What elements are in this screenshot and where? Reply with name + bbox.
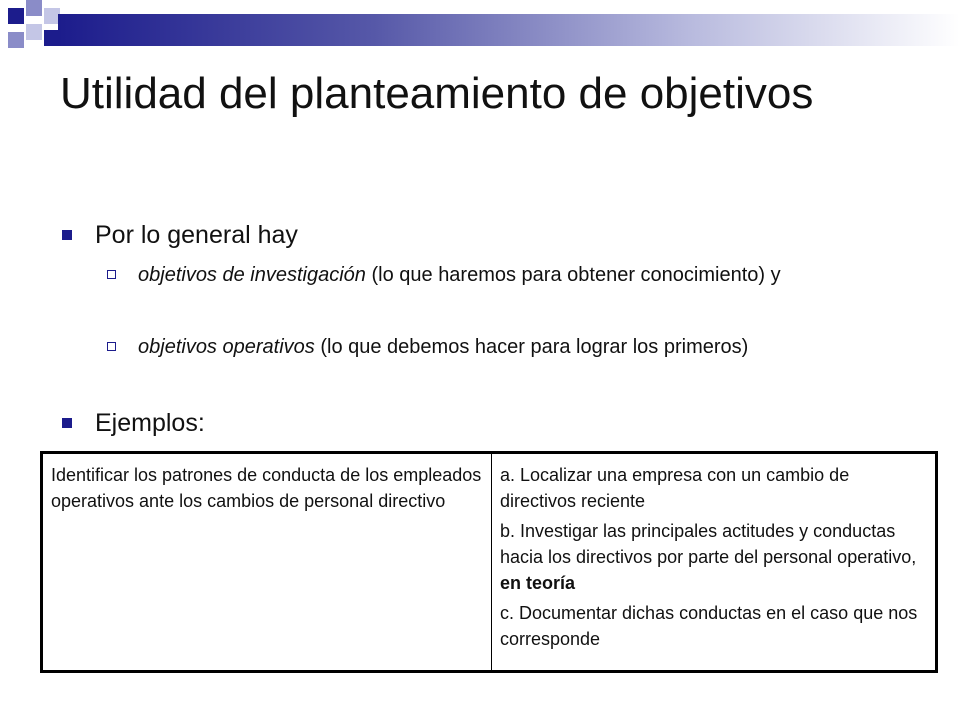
step-c: c. Documentar dichas conductas en el caso que nos corresponde [500, 603, 918, 649]
table-cell-objective: Identificar los patrones de conducta de los empleados operativos ante los cambios de personal directivo [43, 454, 492, 670]
hollow-square-bullet-icon [107, 342, 116, 351]
hollow-square-bullet-icon [107, 270, 116, 279]
sub-bullet-text: (lo que haremos para obtener conocimiento) y [365, 264, 781, 286]
step-a: a. Localizar una empresa con un cambio de directivos reciente [500, 465, 850, 511]
sub-bullet-italic: objetivos operativos [138, 336, 315, 358]
decor-square [26, 0, 42, 16]
sub-bullet-italic: objetivos de investigación [138, 264, 366, 286]
bullet-square-icon [62, 230, 72, 240]
sub-bullet-text: (lo que debemos hacer para lograr los primeros) [314, 336, 749, 358]
bullet-item: Por lo general hay [95, 221, 298, 249]
decor-square [8, 32, 24, 48]
examples-table [40, 451, 938, 673]
sub-bullet-item [138, 334, 838, 360]
header-gradient-bar [58, 14, 960, 46]
bullet-square-icon [62, 418, 72, 428]
decor-square [8, 8, 24, 24]
step-b-text: b. Investigar las principales actitudes y conductas hacia los directivos por parte del personal operativo, [500, 521, 917, 567]
sub-bullet-item [138, 262, 838, 288]
step-b-emphasis: en teoría [500, 573, 576, 593]
step-b [500, 518, 927, 596]
table-cell-steps [492, 454, 935, 670]
bullet-item: Ejemplos: [95, 409, 205, 437]
decor-square [26, 24, 42, 40]
slide-title: Utilidad del planteamiento de objetivos [60, 69, 814, 118]
